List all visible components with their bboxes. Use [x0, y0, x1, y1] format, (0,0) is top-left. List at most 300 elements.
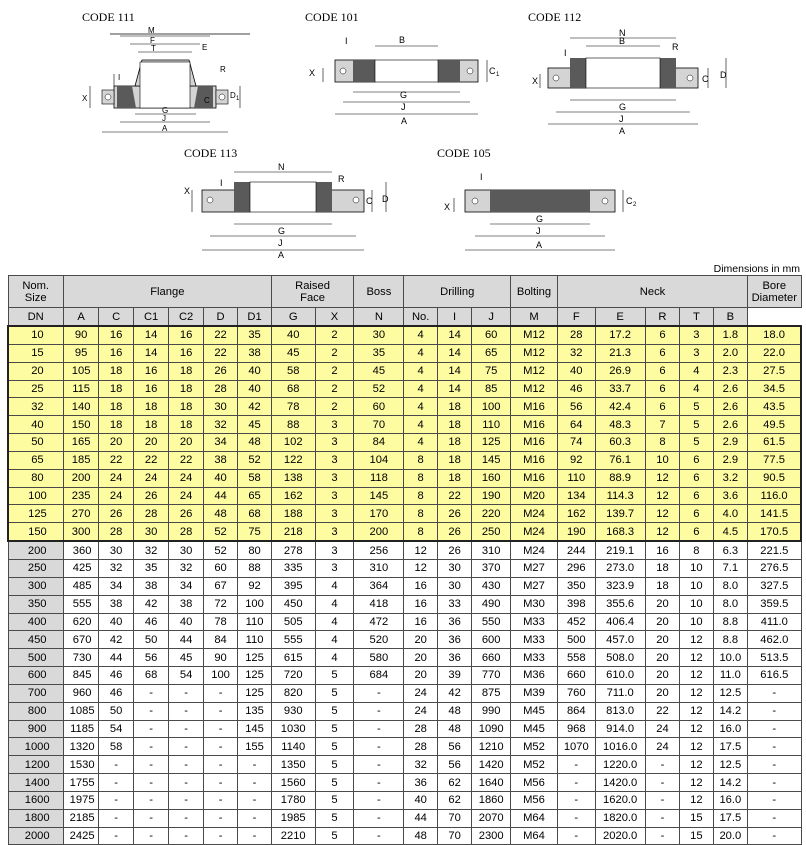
table-cell: 28: [99, 523, 133, 541]
svg-text:C: C: [204, 96, 210, 105]
table-cell: 16: [169, 326, 203, 344]
table-cell: 218: [271, 523, 315, 541]
table-cell: 5: [315, 774, 354, 792]
table-cell: -: [133, 809, 169, 827]
table-cell: -: [748, 827, 801, 845]
table-cell: 395: [271, 577, 315, 595]
table-cell: 425: [63, 559, 99, 577]
table-cell: 36: [404, 774, 437, 792]
table-cell: 38: [133, 577, 169, 595]
table-cell: 74: [557, 434, 595, 452]
table-cell: 4: [315, 631, 354, 649]
table-cell: 3: [315, 451, 354, 469]
units-note: Dimensions in mm: [713, 263, 800, 275]
table-cell: -: [203, 791, 237, 809]
table-cell: -: [238, 756, 271, 774]
table-cell: 12: [680, 631, 713, 649]
svg-text:G: G: [619, 102, 627, 112]
svg-text:D: D: [720, 70, 727, 80]
table-cell: 15: [680, 809, 713, 827]
svg-text:A: A: [401, 116, 408, 126]
table-cell: 90: [63, 326, 99, 344]
table-cell: 3: [315, 434, 354, 452]
table-cell: 104: [354, 451, 404, 469]
table-cell: 38: [203, 451, 237, 469]
table-cell: -: [748, 756, 801, 774]
table-cell: 520: [354, 631, 404, 649]
table-cell: 1820.0: [595, 809, 645, 827]
dn-cell: 100: [8, 487, 63, 505]
table-cell: 48: [238, 434, 271, 452]
table-cell: 38: [99, 595, 133, 613]
table-cell: 5: [315, 738, 354, 756]
svg-text:N: N: [278, 162, 285, 172]
table-cell: 135: [238, 702, 271, 720]
table-cell: 88: [271, 416, 315, 434]
table-cell: 914.0: [595, 720, 645, 738]
table-cell: 8: [404, 487, 437, 505]
table-cell: 42: [133, 595, 169, 613]
table-cell: M52: [510, 756, 557, 774]
svg-text:T: T: [151, 44, 156, 53]
table-cell: 10: [680, 577, 713, 595]
table-cell: 110: [238, 631, 271, 649]
table-cell: 15: [680, 827, 713, 845]
table-row: [8, 613, 801, 631]
table-cell: 64: [557, 416, 595, 434]
table-cell: M12: [510, 326, 557, 344]
table-cell: 555: [63, 595, 99, 613]
table-cell: 2185: [63, 809, 99, 827]
table-cell: 84: [203, 631, 237, 649]
table-cell: 18: [437, 451, 471, 469]
table-cell: 24: [99, 487, 133, 505]
table-cell: -: [748, 738, 801, 756]
table-cell: 18: [169, 398, 203, 416]
table-cell: 12: [404, 541, 437, 559]
table-cell: 660: [557, 667, 595, 685]
table-cell: 18: [99, 416, 133, 434]
dn-cell: 2000: [8, 827, 63, 845]
table-cell: 20: [645, 595, 679, 613]
table-cell: 14: [133, 344, 169, 362]
table-cell: 50: [99, 702, 133, 720]
table-cell: 70: [354, 416, 404, 434]
table-cell: 1030: [271, 720, 315, 738]
table-cell: 46: [99, 667, 133, 685]
table-cell: -: [557, 791, 595, 809]
table-cell: 1560: [271, 774, 315, 792]
table-cell: 30: [437, 577, 471, 595]
table-cell: 162: [557, 505, 595, 523]
table-cell: 58: [99, 738, 133, 756]
table-cell: -: [133, 756, 169, 774]
table-cell: 580: [354, 649, 404, 667]
table-cell: 660: [472, 649, 511, 667]
table-cell: 48: [437, 702, 471, 720]
table-cell: -: [169, 791, 203, 809]
table-cell: 12: [680, 684, 713, 702]
table-cell: 1780: [271, 791, 315, 809]
table-cell: 6: [645, 344, 679, 362]
table-row: [8, 631, 801, 649]
table-cell: 5: [315, 720, 354, 738]
svg-text:F: F: [150, 36, 155, 45]
table-cell: 48: [203, 505, 237, 523]
table-row: [8, 523, 801, 541]
table-cell: 250: [472, 523, 511, 541]
table-cell: 116.0: [748, 487, 801, 505]
table-cell: 49.5: [748, 416, 801, 434]
table-cell: M12: [510, 344, 557, 362]
table-cell: 155: [238, 738, 271, 756]
table-cell: 24: [645, 738, 679, 756]
table-cell: 20: [645, 684, 679, 702]
table-cell: 10: [680, 595, 713, 613]
table-cell: 490: [472, 595, 511, 613]
table-cell: 1350: [271, 756, 315, 774]
table-cell: -: [748, 702, 801, 720]
table-cell: 16: [99, 326, 133, 344]
table-cell: 42: [99, 631, 133, 649]
table-cell: -: [99, 809, 133, 827]
table-cell: M33: [510, 613, 557, 631]
svg-text:G: G: [536, 214, 544, 224]
table-cell: 44: [169, 631, 203, 649]
table-cell: -: [645, 774, 679, 792]
table-cell: 1140: [271, 738, 315, 756]
table-cell: 14.2: [713, 774, 747, 792]
table-cell: 170: [354, 505, 404, 523]
table-cell: 30: [354, 326, 404, 344]
table-cell: 2: [315, 398, 354, 416]
table-cell: 160: [472, 469, 511, 487]
table-row: [8, 667, 801, 685]
table-cell: 12: [645, 469, 679, 487]
svg-text:2: 2: [633, 202, 637, 208]
table-cell: M64: [510, 809, 557, 827]
table-cell: 4: [315, 577, 354, 595]
table-cell: 90.5: [748, 469, 801, 487]
table-row: [8, 720, 801, 738]
table-cell: 4: [315, 649, 354, 667]
table-cell: 42: [437, 684, 471, 702]
table-cell: 24: [99, 469, 133, 487]
table-cell: -: [748, 809, 801, 827]
table-cell: 2.6: [713, 416, 747, 434]
table-cell: 300: [63, 523, 99, 541]
table-cell: 12: [680, 720, 713, 738]
table-cell: 411.0: [748, 613, 801, 631]
dn-cell: 25: [8, 380, 63, 398]
table-cell: 185: [63, 451, 99, 469]
svg-text:D: D: [382, 194, 389, 204]
svg-text:D: D: [230, 91, 236, 100]
table-cell: 4: [404, 362, 437, 380]
table-cell: 32: [133, 541, 169, 559]
table-cell: 2070: [472, 809, 511, 827]
table-cell: 273.0: [595, 559, 645, 577]
table-cell: 46: [557, 380, 595, 398]
table-cell: 39: [437, 667, 471, 685]
table-row: [8, 451, 801, 469]
column-header: G: [271, 308, 315, 327]
table-cell: 600: [472, 631, 511, 649]
table-cell: 75: [472, 362, 511, 380]
table-cell: 6: [645, 380, 679, 398]
table-cell: 4: [404, 326, 437, 344]
table-cell: 46: [133, 613, 169, 631]
table-cell: 1640: [472, 774, 511, 792]
table-cell: 32: [404, 756, 437, 774]
table-cell: 16: [404, 577, 437, 595]
table-cell: 8: [645, 434, 679, 452]
table-cell: M56: [510, 774, 557, 792]
table-cell: 3.6: [713, 487, 747, 505]
table-cell: 24: [645, 720, 679, 738]
dn-cell: 350: [8, 595, 63, 613]
table-cell: 3: [680, 326, 713, 344]
table-cell: 221.5: [748, 541, 801, 559]
table-cell: 56: [133, 649, 169, 667]
dn-cell: 80: [8, 469, 63, 487]
table-cell: 84: [354, 434, 404, 452]
svg-text:I: I: [480, 172, 483, 182]
table-cell: -: [133, 774, 169, 792]
table-cell: 7.1: [713, 559, 747, 577]
table-cell: 32: [169, 559, 203, 577]
table-cell: 36: [437, 649, 471, 667]
table-cell: 11.0: [713, 667, 747, 685]
svg-text:N: N: [619, 28, 626, 38]
svg-text:C: C: [702, 74, 709, 84]
table-cell: 4: [404, 434, 437, 452]
table-cell: 65: [472, 344, 511, 362]
table-cell: 26: [169, 505, 203, 523]
table-cell: 56: [557, 398, 595, 416]
table-cell: 18: [645, 577, 679, 595]
table-cell: 20: [133, 434, 169, 452]
svg-text:X: X: [532, 76, 539, 86]
table-row: [8, 398, 801, 416]
table-cell: -: [169, 702, 203, 720]
table-cell: 34: [169, 577, 203, 595]
table-row: [8, 541, 801, 559]
table-cell: 34: [203, 434, 237, 452]
flange-105-section: [465, 190, 615, 212]
table-cell: 38: [238, 344, 271, 362]
table-cell: 32: [557, 344, 595, 362]
table-cell: 35: [133, 559, 169, 577]
table-cell: 14: [437, 326, 471, 344]
table-cell: 3: [315, 559, 354, 577]
table-cell: -: [203, 774, 237, 792]
table-cell: 28: [203, 380, 237, 398]
table-cell: 145: [354, 487, 404, 505]
table-cell: 730: [63, 649, 99, 667]
table-cell: 16.0: [713, 720, 747, 738]
table-cell: M64: [510, 827, 557, 845]
table-cell: 327.5: [748, 577, 801, 595]
table-cell: 28: [133, 505, 169, 523]
table-cell: M12: [510, 362, 557, 380]
table-cell: 235: [63, 487, 99, 505]
table-cell: 1.8: [713, 326, 747, 344]
table-cell: 77.5: [748, 451, 801, 469]
table-cell: M52: [510, 738, 557, 756]
flange-101-section: [335, 60, 478, 82]
table-cell: 219.1: [595, 541, 645, 559]
table-cell: 18: [437, 469, 471, 487]
column-header: No.: [404, 308, 437, 327]
table-cell: 5: [315, 809, 354, 827]
table-cell: 22: [99, 451, 133, 469]
table-cell: 44: [99, 649, 133, 667]
table-cell: 56: [437, 738, 471, 756]
table-cell: 170.5: [748, 523, 801, 541]
table-cell: 6: [645, 326, 679, 344]
code-101-title: CODE 101: [305, 10, 359, 24]
dn-cell: 600: [8, 667, 63, 685]
dn-cell: 150: [8, 523, 63, 541]
dn-cell: 450: [8, 631, 63, 649]
table-cell: -: [645, 756, 679, 774]
group-header: Neck: [557, 276, 747, 308]
table-cell: 8: [404, 469, 437, 487]
table-cell: 20: [645, 649, 679, 667]
table-cell: -: [133, 702, 169, 720]
table-cell: 168.3: [595, 523, 645, 541]
table-cell: 75: [238, 523, 271, 541]
table-cell: -: [203, 809, 237, 827]
table-cell: 34: [99, 577, 133, 595]
table-cell: 48.3: [595, 416, 645, 434]
table-cell: -: [99, 827, 133, 845]
table-cell: 24: [169, 487, 203, 505]
svg-text:A: A: [536, 240, 543, 250]
group-header-row: [8, 276, 801, 308]
table-cell: 32: [99, 559, 133, 577]
table-cell: 26: [133, 487, 169, 505]
table-cell: 8.0: [713, 595, 747, 613]
table-cell: -: [238, 791, 271, 809]
table-cell: 68: [133, 667, 169, 685]
table-cell: M12: [510, 380, 557, 398]
svg-text:B: B: [399, 35, 406, 45]
table-cell: -: [645, 827, 679, 845]
table-cell: 40: [169, 613, 203, 631]
table-cell: 2210: [271, 827, 315, 845]
table-cell: 1185: [63, 720, 99, 738]
group-header: Bore Diameter: [748, 276, 801, 308]
svg-text:A: A: [619, 126, 626, 136]
table-cell: 43.5: [748, 398, 801, 416]
table-cell: 122: [271, 451, 315, 469]
table-cell: 1420.0: [595, 774, 645, 792]
table-cell: 22: [133, 451, 169, 469]
table-cell: -: [557, 827, 595, 845]
table-cell: -: [354, 702, 404, 720]
table-cell: 1975: [63, 791, 99, 809]
table-cell: 100: [238, 595, 271, 613]
table-cell: 20: [404, 667, 437, 685]
table-cell: -: [169, 684, 203, 702]
table-cell: 24: [169, 469, 203, 487]
svg-text:R: R: [672, 42, 679, 52]
table-cell: 20.0: [713, 827, 747, 845]
table-cell: 1220.0: [595, 756, 645, 774]
table-cell: 78: [271, 398, 315, 416]
table-cell: 32: [203, 416, 237, 434]
table-cell: 355.6: [595, 595, 645, 613]
table-cell: M20: [510, 487, 557, 505]
table-cell: 770: [472, 667, 511, 685]
svg-text:G: G: [400, 90, 408, 100]
table-cell: 110: [238, 613, 271, 631]
table-row: [8, 649, 801, 667]
table-cell: 4: [315, 595, 354, 613]
table-cell: 188: [271, 505, 315, 523]
table-cell: 14: [437, 380, 471, 398]
svg-text:I: I: [220, 178, 223, 188]
table-cell: M27: [510, 577, 557, 595]
table-cell: 406.4: [595, 613, 645, 631]
table-cell: 48: [437, 720, 471, 738]
column-header: N: [354, 308, 404, 327]
table-cell: 42: [238, 398, 271, 416]
table-cell: 4: [680, 362, 713, 380]
table-cell: 18: [437, 416, 471, 434]
table-cell: 256: [354, 541, 404, 559]
table-cell: 44: [203, 487, 237, 505]
table-cell: 30: [99, 541, 133, 559]
table-cell: -: [169, 827, 203, 845]
table-cell: 616.5: [748, 667, 801, 685]
table-cell: 40: [238, 380, 271, 398]
table-cell: 5: [315, 684, 354, 702]
table-cell: 12: [680, 649, 713, 667]
table-cell: 36: [437, 631, 471, 649]
table-cell: 46: [99, 684, 133, 702]
table-cell: 18.0: [748, 326, 801, 344]
table-cell: -: [557, 756, 595, 774]
table-cell: -: [203, 684, 237, 702]
table-cell: 24: [133, 469, 169, 487]
table-cell: 8: [404, 505, 437, 523]
table-cell: -: [169, 774, 203, 792]
table-cell: 760: [557, 684, 595, 702]
table-cell: 12: [680, 667, 713, 685]
table-cell: -: [354, 791, 404, 809]
table-cell: 4: [404, 416, 437, 434]
table-cell: 370: [472, 559, 511, 577]
table-cell: 72: [203, 595, 237, 613]
svg-text:I: I: [118, 73, 121, 82]
table-cell: 33: [437, 595, 471, 613]
table-cell: -: [354, 827, 404, 845]
table-cell: 930: [271, 702, 315, 720]
table-cell: -: [133, 738, 169, 756]
table-cell: 45: [238, 416, 271, 434]
table-cell: 42.4: [595, 398, 645, 416]
table-cell: 16: [404, 595, 437, 613]
dn-cell: 700: [8, 684, 63, 702]
table-cell: 60.3: [595, 434, 645, 452]
dn-cell: 900: [8, 720, 63, 738]
table-cell: 54: [99, 720, 133, 738]
table-cell: 6: [680, 523, 713, 541]
table-cell: 60: [472, 326, 511, 344]
